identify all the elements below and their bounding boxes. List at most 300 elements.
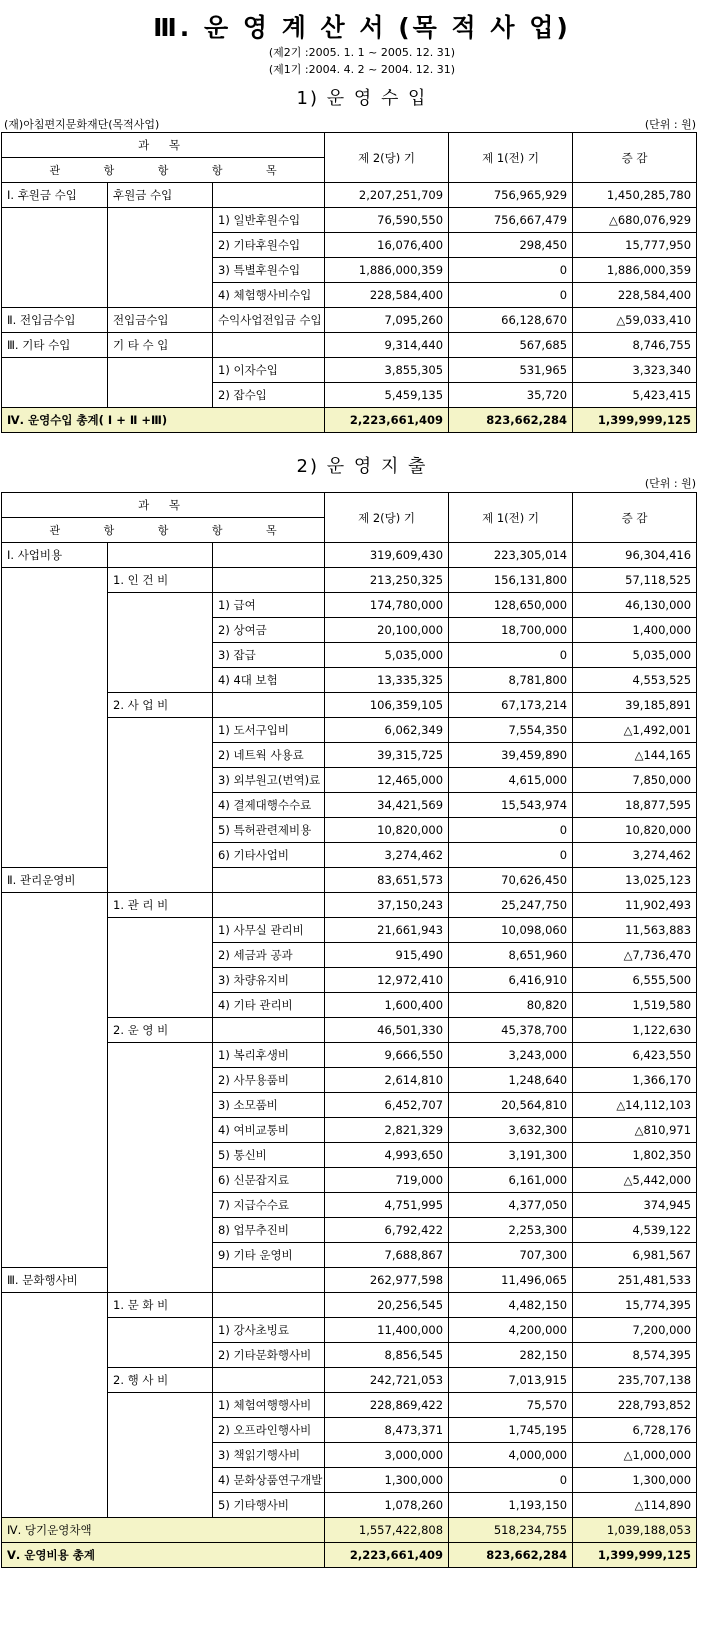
- cell-difference: 8,746,755: [573, 333, 697, 358]
- cell-previous: 80,820: [449, 993, 573, 1018]
- cell-subcategory: [108, 233, 213, 258]
- cell-difference: 1,300,000: [573, 1468, 697, 1493]
- cell-difference: 374,945: [573, 1193, 697, 1218]
- cell-previous: 3,191,300: [449, 1143, 573, 1168]
- cell-subcategory: [108, 1468, 213, 1493]
- cell-item: 4) 기타 관리비: [213, 993, 325, 1018]
- cell-previous: 4,377,050: [449, 1193, 573, 1218]
- cell-current: 1,600,400: [325, 993, 449, 1018]
- table-row: [2, 1118, 697, 1143]
- cell-category: [2, 358, 108, 383]
- cell-subcategory: [108, 1168, 213, 1193]
- income-total-row: [2, 408, 697, 433]
- cell-category: Ⅱ. 관리운영비: [2, 868, 108, 893]
- cell-current: 20,256,545: [325, 1293, 449, 1318]
- cell-category: [2, 1418, 108, 1443]
- table-row: [2, 1068, 697, 1093]
- cell-subcategory: [108, 743, 213, 768]
- unit-label-income: (단위 : 원): [644, 118, 696, 131]
- table-row: [2, 1043, 697, 1068]
- cell-difference: 8,574,395: [573, 1343, 697, 1368]
- cell-previous: 10,098,060: [449, 918, 573, 943]
- cell-difference: 15,774,395: [573, 1293, 697, 1318]
- cell-current: 228,869,422: [325, 1393, 449, 1418]
- cell-current: 9,666,550: [325, 1043, 449, 1068]
- cell-current: 39,315,725: [325, 743, 449, 768]
- cell-subcategory: [108, 283, 213, 308]
- cell-item: [213, 1368, 325, 1393]
- cell-subcategory: [108, 968, 213, 993]
- cell-difference: 251,481,533: [573, 1268, 697, 1293]
- cell-current: 10,820,000: [325, 818, 449, 843]
- cell-current: 7,095,260: [325, 308, 449, 333]
- cell-current: 6,452,707: [325, 1093, 449, 1118]
- cell-item: 4) 체험행사비수입: [213, 283, 325, 308]
- cell-previous: 25,247,750: [449, 893, 573, 918]
- cell-category: [2, 618, 108, 643]
- cell-category: [2, 1043, 108, 1068]
- table-row: [2, 1393, 697, 1418]
- cell-subcategory: 1. 문 화 비: [108, 1293, 213, 1318]
- cell-category: [2, 1068, 108, 1093]
- cell-current: 2,207,251,709: [325, 183, 449, 208]
- table-row: [2, 893, 697, 918]
- cell-subcategory: [108, 618, 213, 643]
- cell-difference: △680,076,929: [573, 208, 697, 233]
- cell-item: 4) 결제대행수수료: [213, 793, 325, 818]
- cell-subcategory: 기 타 수 입: [108, 333, 213, 358]
- cell-subcategory: [108, 1143, 213, 1168]
- cell-difference: 96,304,416: [573, 543, 697, 568]
- cell-current: 4,993,650: [325, 1143, 449, 1168]
- cell-category: Ⅲ. 기타 수입: [2, 333, 108, 358]
- cell-previous: 15,543,974: [449, 793, 573, 818]
- cell-difference: △144,165: [573, 743, 697, 768]
- cell-previous: 70,626,450: [449, 868, 573, 893]
- cell-previous: 4,615,000: [449, 768, 573, 793]
- cell-subcategory: [108, 768, 213, 793]
- cell-difference: 18,877,595: [573, 793, 697, 818]
- cell-category: [2, 968, 108, 993]
- cell-previous: 3,632,300: [449, 1118, 573, 1143]
- table-row: [2, 1368, 697, 1393]
- table-row: [2, 668, 697, 693]
- cell-subcategory: [108, 843, 213, 868]
- cell-item: 1) 도서구입비: [213, 718, 325, 743]
- cell-item: 2) 네트웍 사용료: [213, 743, 325, 768]
- cell-category: [2, 768, 108, 793]
- cell-item: 4) 4대 보험: [213, 668, 325, 693]
- period-current: (제2기 :2005. 1. 1 ~ 2005. 12. 31): [268, 46, 456, 59]
- income-rows: [2, 183, 697, 408]
- cell-item: [213, 183, 325, 208]
- cell-current: 1,078,260: [325, 1493, 449, 1518]
- unit-label-expense: (단위 : 원): [644, 477, 696, 490]
- cell-current: 1,886,000,359: [325, 258, 449, 283]
- cell-difference: 228,793,852: [573, 1393, 697, 1418]
- cell-current: 915,490: [325, 943, 449, 968]
- cell-previous: 6,161,000: [449, 1168, 573, 1193]
- cell-category: [2, 943, 108, 968]
- cell-subcategory: [108, 1043, 213, 1068]
- cell-difference: 228,584,400: [573, 283, 697, 308]
- cell-difference: △114,890: [573, 1493, 697, 1518]
- cell-category: [2, 1443, 108, 1468]
- cell-subcategory: [108, 1493, 213, 1518]
- cell-previous: 20,564,810: [449, 1093, 573, 1118]
- expense-section-title: 2) 운 영 지 출: [296, 456, 428, 477]
- cell-item: [213, 568, 325, 593]
- cell-current: 5,459,135: [325, 383, 449, 408]
- cell-subcategory: [108, 258, 213, 283]
- cell-item: 1) 복리후생비: [213, 1043, 325, 1068]
- cell-previous: 7,013,915: [449, 1368, 573, 1393]
- period-previous: (제1기 :2004. 4. 2 ~ 2004. 12. 31): [268, 63, 456, 76]
- cell-current: 9,314,440: [325, 333, 449, 358]
- cell-difference: 3,323,340: [573, 358, 697, 383]
- cell-subcategory: [108, 383, 213, 408]
- cell-difference: 1,450,285,780: [573, 183, 697, 208]
- cell-category: [2, 208, 108, 233]
- cell-item: 1) 일반후원수입: [213, 208, 325, 233]
- cell-subcategory: [108, 868, 213, 893]
- cell-current: 106,359,105: [325, 693, 449, 718]
- cell-previous: 0: [449, 843, 573, 868]
- income-total-label: Ⅳ. 운영수입 총계( Ⅰ + Ⅱ +Ⅲ): [2, 408, 325, 433]
- cell-category: [2, 1343, 108, 1368]
- cell-previous: 1,193,150: [449, 1493, 573, 1518]
- cell-difference: 1,400,000: [573, 618, 697, 643]
- income-section-title: 1) 운 영 수 입: [296, 88, 428, 109]
- cell-category: [2, 1493, 108, 1518]
- table-row: [2, 183, 697, 208]
- cell-previous: 707,300: [449, 1243, 573, 1268]
- table-row: [2, 1243, 697, 1268]
- cell-current: 3,274,462: [325, 843, 449, 868]
- cell-difference: 5,423,415: [573, 383, 697, 408]
- income-table: [1, 132, 697, 433]
- cell-item: 3) 외부원고(번역)료: [213, 768, 325, 793]
- cell-category: [2, 568, 108, 593]
- cell-subcategory: [108, 1118, 213, 1143]
- table-row: [2, 233, 697, 258]
- table-row: [2, 993, 697, 1018]
- cell-current: 319,609,430: [325, 543, 449, 568]
- table-row: [2, 1018, 697, 1043]
- table-row: [2, 258, 697, 283]
- table-row: [2, 358, 697, 383]
- table-row: [2, 1318, 697, 1343]
- cell-item: 2) 기타문화행사비: [213, 1343, 325, 1368]
- table-row: [2, 283, 697, 308]
- cell-subcategory: [108, 1093, 213, 1118]
- cell-category: [2, 818, 108, 843]
- cell-item: 7) 지급수수료: [213, 1193, 325, 1218]
- table-row: [2, 643, 697, 668]
- cell-category: [2, 283, 108, 308]
- cell-current: 174,780,000: [325, 593, 449, 618]
- table-row: [2, 1418, 697, 1443]
- income-total-difference: 1,399,999,125: [573, 408, 697, 433]
- table-row: [2, 818, 697, 843]
- expense-net-previous: 518,234,755: [449, 1518, 573, 1543]
- table-row: [2, 383, 697, 408]
- cell-previous: 11,496,065: [449, 1268, 573, 1293]
- cell-difference: △59,033,410: [573, 308, 697, 333]
- table-row: [2, 1193, 697, 1218]
- cell-subcategory: 2. 운 영 비: [108, 1018, 213, 1043]
- table-row: [2, 618, 697, 643]
- cell-subcategory: [108, 1418, 213, 1443]
- cell-previous: 0: [449, 1468, 573, 1493]
- cell-category: [2, 693, 108, 718]
- cell-subcategory: [108, 943, 213, 968]
- cell-current: 83,651,573: [325, 868, 449, 893]
- cell-subcategory: 2. 행 사 비: [108, 1368, 213, 1393]
- cell-subcategory: 2. 사 업 비: [108, 693, 213, 718]
- cell-current: 262,977,598: [325, 1268, 449, 1293]
- cell-current: 37,150,243: [325, 893, 449, 918]
- expense-total-row: [2, 1543, 697, 1568]
- cell-category: [2, 718, 108, 743]
- cell-item: 6) 신문잡지료: [213, 1168, 325, 1193]
- cell-difference: △1,492,001: [573, 718, 697, 743]
- cell-difference: △1,000,000: [573, 1443, 697, 1468]
- expense-header-difference: 증 감: [573, 493, 697, 543]
- cell-category: Ⅰ. 사업비용: [2, 543, 108, 568]
- cell-subcategory: [108, 793, 213, 818]
- cell-current: 34,421,569: [325, 793, 449, 818]
- table-row: [2, 568, 697, 593]
- cell-current: 213,250,325: [325, 568, 449, 593]
- cell-difference: △14,112,103: [573, 1093, 697, 1118]
- table-row: [2, 593, 697, 618]
- expense-header-previous-period: 제 1(전) 기: [449, 493, 573, 543]
- cell-item: 2) 세금과 공과: [213, 943, 325, 968]
- cell-difference: 11,902,493: [573, 893, 697, 918]
- expense-total-current: 2,223,661,409: [325, 1543, 449, 1568]
- cell-item: [213, 333, 325, 358]
- cell-category: [2, 1368, 108, 1393]
- cell-category: [2, 1118, 108, 1143]
- table-row: [2, 968, 697, 993]
- cell-previous: 0: [449, 643, 573, 668]
- cell-difference: 6,555,500: [573, 968, 697, 993]
- table-row: [2, 943, 697, 968]
- cell-item: 1) 체험여행행사비: [213, 1393, 325, 1418]
- cell-previous: 567,685: [449, 333, 573, 358]
- cell-category: [2, 383, 108, 408]
- cell-item: 4) 여비교통비: [213, 1118, 325, 1143]
- cell-previous: 298,450: [449, 233, 573, 258]
- table-row: [2, 1493, 697, 1518]
- cell-category: [2, 1318, 108, 1343]
- cell-category: [2, 258, 108, 283]
- table-row: [2, 868, 697, 893]
- cell-item: 2) 잡수입: [213, 383, 325, 408]
- cell-item: [213, 693, 325, 718]
- cell-category: [2, 1018, 108, 1043]
- table-row: [2, 918, 697, 943]
- cell-item: [213, 543, 325, 568]
- table-row: [2, 1218, 697, 1243]
- table-row: [2, 693, 697, 718]
- cell-difference: △5,442,000: [573, 1168, 697, 1193]
- table-row: [2, 1093, 697, 1118]
- cell-subcategory: [108, 643, 213, 668]
- cell-category: [2, 1168, 108, 1193]
- cell-item: 1) 이자수입: [213, 358, 325, 383]
- cell-difference: 1,802,350: [573, 1143, 697, 1168]
- cell-subcategory: [108, 1243, 213, 1268]
- cell-item: 9) 기타 운영비: [213, 1243, 325, 1268]
- table-row: [2, 208, 697, 233]
- header-subject: 과 목: [2, 133, 325, 158]
- cell-category: [2, 743, 108, 768]
- cell-item: 5) 기타행사비: [213, 1493, 325, 1518]
- cell-previous: 756,965,929: [449, 183, 573, 208]
- expense-total-previous: 823,662,284: [449, 1543, 573, 1568]
- cell-current: 2,614,810: [325, 1068, 449, 1093]
- cell-item: 3) 소모품비: [213, 1093, 325, 1118]
- cell-current: 12,972,410: [325, 968, 449, 993]
- cell-previous: 531,965: [449, 358, 573, 383]
- cell-previous: 0: [449, 818, 573, 843]
- cell-previous: 4,200,000: [449, 1318, 573, 1343]
- cell-current: 1,300,000: [325, 1468, 449, 1493]
- cell-difference: 4,553,525: [573, 668, 697, 693]
- cell-item: [213, 1268, 325, 1293]
- income-total-previous: 823,662,284: [449, 408, 573, 433]
- cell-difference: 4,539,122: [573, 1218, 697, 1243]
- cell-category: [2, 893, 108, 918]
- cell-item: [213, 1018, 325, 1043]
- cell-category: [2, 1293, 108, 1318]
- cell-subcategory: [108, 543, 213, 568]
- header-current-period: 제 2(당) 기: [325, 133, 449, 183]
- cell-item: 2) 상여금: [213, 618, 325, 643]
- cell-difference: 3,274,462: [573, 843, 697, 868]
- cell-item: 3) 차량유지비: [213, 968, 325, 993]
- cell-difference: 6,728,176: [573, 1418, 697, 1443]
- cell-subcategory: [108, 1268, 213, 1293]
- cell-previous: 67,173,214: [449, 693, 573, 718]
- cell-category: [2, 668, 108, 693]
- cell-subcategory: [108, 918, 213, 943]
- cell-previous: 282,150: [449, 1343, 573, 1368]
- expense-net-row: [2, 1518, 697, 1543]
- cell-previous: 0: [449, 258, 573, 283]
- cell-category: [2, 593, 108, 618]
- cell-difference: 1,122,630: [573, 1018, 697, 1043]
- cell-category: [2, 1393, 108, 1418]
- expense-header-subcategories: 관 항 항 항 목: [2, 518, 325, 543]
- cell-subcategory: [108, 668, 213, 693]
- cell-item: 6) 기타사업비: [213, 843, 325, 868]
- cell-difference: 6,423,550: [573, 1043, 697, 1068]
- cell-previous: 4,000,000: [449, 1443, 573, 1468]
- cell-subcategory: 1. 인 건 비: [108, 568, 213, 593]
- cell-current: 5,035,000: [325, 643, 449, 668]
- page-title: Ⅲ. 운 영 계 산 서 (목 적 사 업): [153, 13, 571, 42]
- cell-item: 2) 사무용품비: [213, 1068, 325, 1093]
- cell-current: 76,590,550: [325, 208, 449, 233]
- table-row: [2, 308, 697, 333]
- cell-subcategory: [108, 1443, 213, 1468]
- cell-subcategory: [108, 208, 213, 233]
- cell-item: 1) 사무실 관리비: [213, 918, 325, 943]
- cell-previous: 8,651,960: [449, 943, 573, 968]
- cell-category: [2, 1143, 108, 1168]
- cell-current: 8,473,371: [325, 1418, 449, 1443]
- expense-header-subject: 과 목: [2, 493, 325, 518]
- cell-item: [213, 868, 325, 893]
- cell-difference: 1,886,000,359: [573, 258, 697, 283]
- cell-item: 3) 특별후원수입: [213, 258, 325, 283]
- cell-difference: 13,025,123: [573, 868, 697, 893]
- header-previous-period: 제 1(전) 기: [449, 133, 573, 183]
- cell-current: 242,721,053: [325, 1368, 449, 1393]
- cell-subcategory: [108, 718, 213, 743]
- table-row: [2, 333, 697, 358]
- cell-current: 11,400,000: [325, 1318, 449, 1343]
- cell-subcategory: [108, 818, 213, 843]
- cell-difference: 1,366,170: [573, 1068, 697, 1093]
- cell-difference: 46,130,000: [573, 593, 697, 618]
- cell-previous: 45,378,700: [449, 1018, 573, 1043]
- cell-current: 3,000,000: [325, 1443, 449, 1468]
- cell-category: [2, 793, 108, 818]
- table-row: [2, 793, 697, 818]
- table-row: [2, 1443, 697, 1468]
- cell-category: Ⅲ. 문화행사비: [2, 1268, 108, 1293]
- cell-item: 2) 오프라인행사비: [213, 1418, 325, 1443]
- cell-subcategory: [108, 1343, 213, 1368]
- cell-difference: 1,519,580: [573, 993, 697, 1018]
- header-subcategories: 관 항 항 항 목: [2, 158, 325, 183]
- cell-difference: 7,200,000: [573, 1318, 697, 1343]
- cell-previous: 66,128,670: [449, 308, 573, 333]
- cell-difference: 7,850,000: [573, 768, 697, 793]
- cell-item: 8) 업무추진비: [213, 1218, 325, 1243]
- expense-net-current: 1,557,422,808: [325, 1518, 449, 1543]
- expense-total-label: Ⅴ. 운영비용 총계: [2, 1543, 325, 1568]
- cell-item: 1) 급여: [213, 593, 325, 618]
- cell-previous: 18,700,000: [449, 618, 573, 643]
- cell-current: 16,076,400: [325, 233, 449, 258]
- cell-current: 46,501,330: [325, 1018, 449, 1043]
- cell-current: 3,855,305: [325, 358, 449, 383]
- cell-current: 8,856,545: [325, 1343, 449, 1368]
- cell-item: 2) 기타후원수입: [213, 233, 325, 258]
- cell-subcategory: [108, 1218, 213, 1243]
- cell-difference: 235,707,138: [573, 1368, 697, 1393]
- cell-difference: 57,118,525: [573, 568, 697, 593]
- cell-current: 2,821,329: [325, 1118, 449, 1143]
- cell-difference: 10,820,000: [573, 818, 697, 843]
- cell-difference: 39,185,891: [573, 693, 697, 718]
- expense-table: [1, 492, 697, 1568]
- cell-item: 수익사업전입금 수입: [213, 308, 325, 333]
- cell-difference: 6,981,567: [573, 1243, 697, 1268]
- cell-category: [2, 233, 108, 258]
- table-row: [2, 768, 697, 793]
- table-row: [2, 1293, 697, 1318]
- cell-previous: 0: [449, 283, 573, 308]
- table-row: [2, 843, 697, 868]
- cell-category: [2, 918, 108, 943]
- table-row: [2, 1468, 697, 1493]
